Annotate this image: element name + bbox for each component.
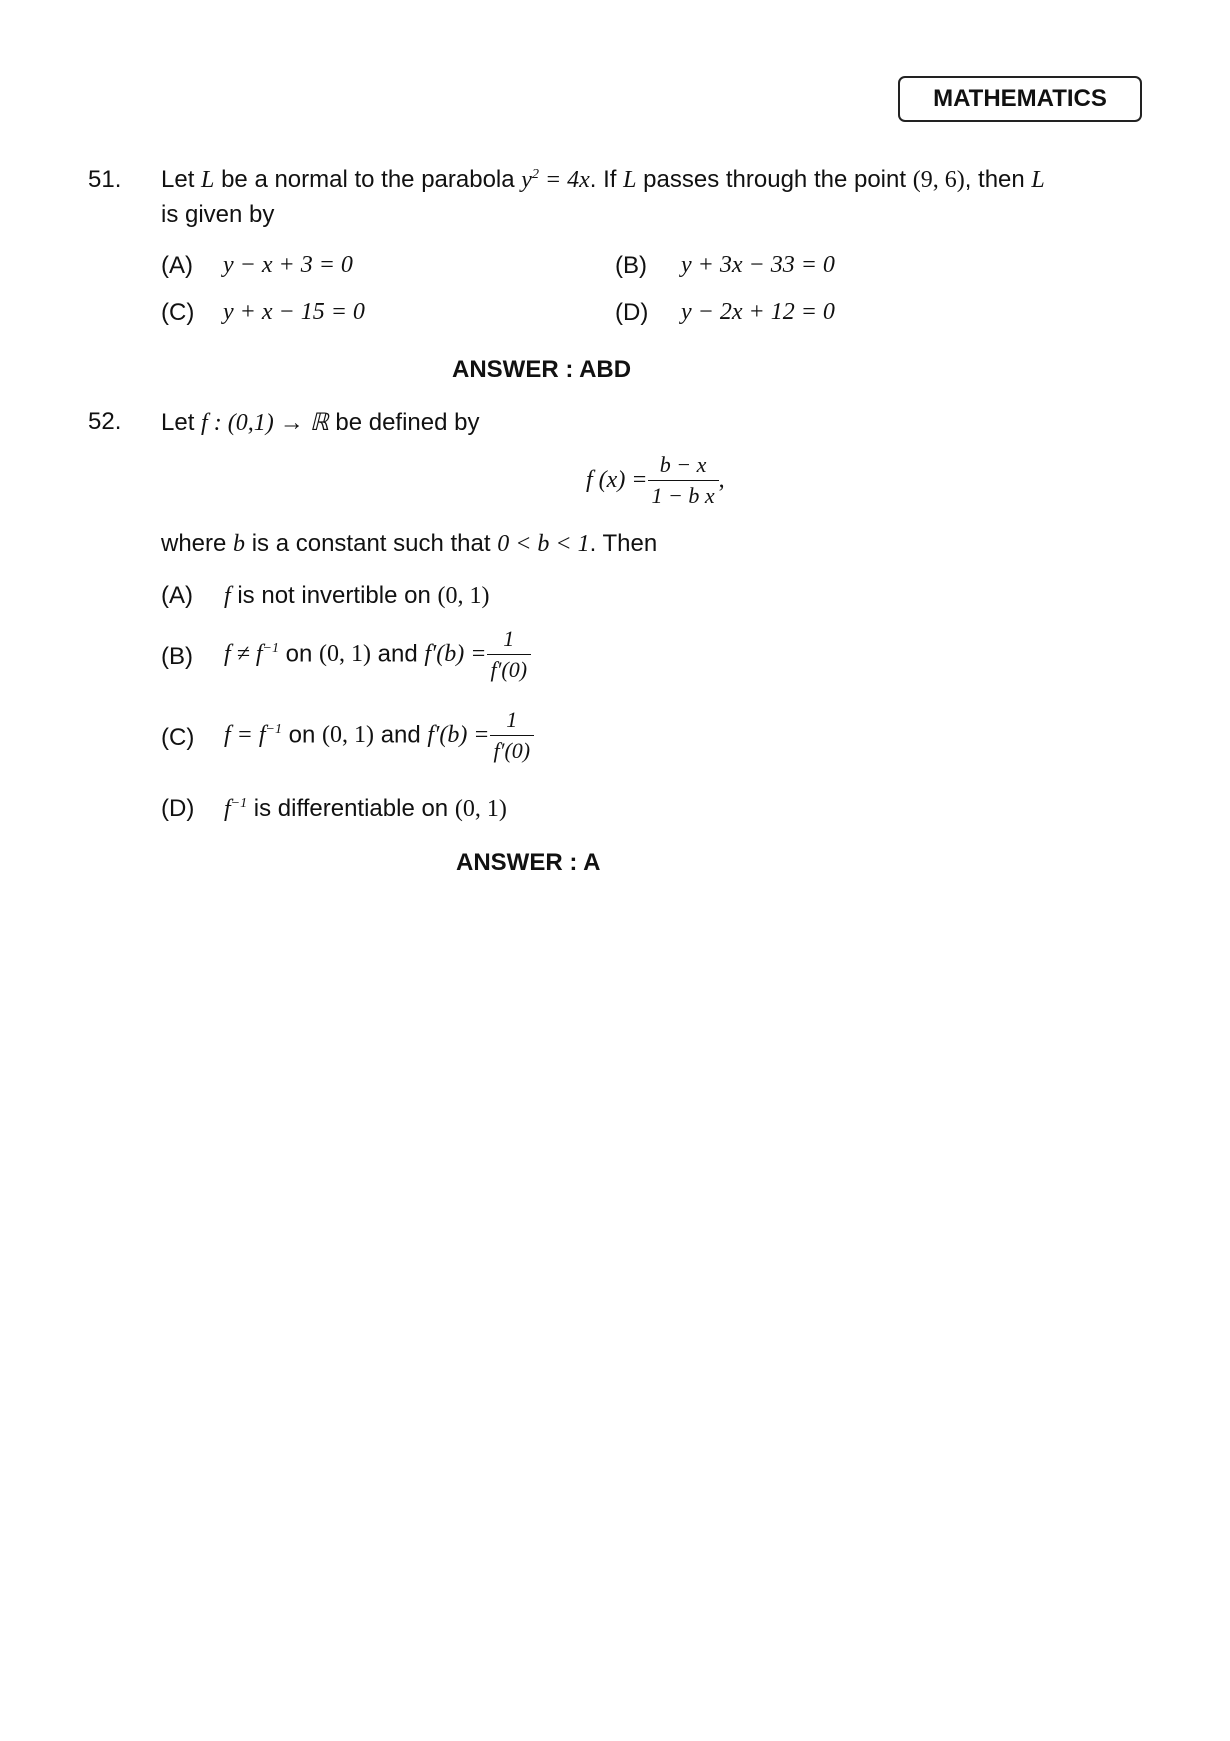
q51-var-L: L xyxy=(201,167,215,193)
q51-option-b-label: (B) xyxy=(615,252,647,279)
q52-where-text: . Then xyxy=(589,530,658,557)
q51-var-L: L xyxy=(623,167,637,193)
q51-stem-text: passes through the point xyxy=(643,166,907,193)
q52-option-c-label: (C) xyxy=(161,724,195,751)
q52-option-a-label: (A) xyxy=(161,582,193,609)
q52-option-a xyxy=(224,582,489,610)
q51-option-b-expr: y + 3x − 33 = 0 xyxy=(681,252,835,278)
q52-option-b-label: (B) xyxy=(161,643,193,670)
q52-stem-text: Let xyxy=(161,409,195,436)
q51-stem-text: . If xyxy=(589,166,617,193)
q52-option-c-on: on xyxy=(288,721,316,749)
q51-stem-text: Let xyxy=(161,166,195,193)
q51-point: (9, 6) xyxy=(912,167,965,193)
q52-option-d xyxy=(224,795,507,823)
q52-function-definition xyxy=(586,450,725,511)
q52-option-c-numerator: 1 xyxy=(490,705,535,736)
q51-stem-line1 xyxy=(161,166,1045,194)
q52-option-b-rel: $f \ne f^{-1}$ xyxy=(224,641,279,667)
q52-option-b xyxy=(224,624,531,685)
q52-option-c-fraction xyxy=(490,705,535,766)
q52-number: 52. xyxy=(88,408,122,435)
q52-option-c-interval: (0, 1) xyxy=(322,722,375,748)
q51-option-d-label: (D) xyxy=(615,299,649,326)
q51-option-d-expr: y − 2x + 12 = 0 xyxy=(681,299,835,325)
q52-option-d-label: (D) xyxy=(161,795,195,822)
q51-number: 51. xyxy=(88,166,122,193)
q52-option-d-interval: (0, 1) xyxy=(454,796,507,822)
q52-option-c-and: and xyxy=(380,721,421,749)
q51-option-c-label: (C) xyxy=(161,299,195,326)
q52-fx-numerator: b − x xyxy=(648,450,719,481)
q52-map: f : (0,1) → ℝ xyxy=(201,410,329,436)
q52-where-text: is a constant such that xyxy=(251,530,491,557)
q52-option-d-f: $f^{-1}$ xyxy=(224,796,248,822)
q51-stem-line2: is given by xyxy=(161,201,275,228)
q52-option-c-lhs: f′(b) = xyxy=(427,722,490,748)
q52-fx-comma: , xyxy=(718,467,725,493)
q51-var-L: L xyxy=(1031,167,1045,193)
q52-option-b-denominator: f′(0) xyxy=(490,657,528,682)
q52-option-c-denominator: f′(0) xyxy=(493,738,531,763)
q52-stem-text: be defined by xyxy=(335,409,480,436)
q52-option-c-rel: $f = f^{-1}$ xyxy=(224,722,282,748)
q52-fx-lhs: f (x) = xyxy=(586,467,648,493)
subject-badge: MATHEMATICS xyxy=(898,76,1142,122)
q52-option-b-on: on xyxy=(285,640,313,668)
q51-option-c-expr: y + x − 15 = 0 xyxy=(223,299,365,325)
q51-answer: ANSWER : ABD xyxy=(452,356,632,383)
q52-option-b-and: and xyxy=(377,640,418,668)
q52-option-b-lhs: f′(b) = xyxy=(424,641,487,667)
q51-option-a-label: (A) xyxy=(161,252,193,279)
q51-stem-text: , then xyxy=(964,166,1025,193)
q52-fx-denominator: 1 − b x xyxy=(651,483,715,508)
q51-stem-text: be a normal to the parabola xyxy=(221,166,515,193)
q52-answer: ANSWER : A xyxy=(456,849,601,876)
q52-option-a-interval: (0, 1) xyxy=(437,583,490,609)
q52-option-a-f: f xyxy=(224,583,231,609)
q52-option-b-numerator: 1 xyxy=(487,624,532,655)
q52-fx-fraction xyxy=(648,450,719,511)
q52-option-b-interval: (0, 1) xyxy=(319,641,371,667)
q52-stem xyxy=(161,408,480,437)
q52-option-b-fraction xyxy=(487,624,532,685)
q52-option-a-text: is not invertible on xyxy=(237,582,431,609)
q52-option-c xyxy=(224,705,534,766)
q51-option-a-expr: y − x + 3 = 0 xyxy=(223,252,353,278)
q51-parabola: $y^2 = 4x$ xyxy=(521,167,590,193)
q52-where-text: where xyxy=(161,530,227,557)
q52-option-d-text: is differentiable on xyxy=(253,795,449,822)
q52-where-line xyxy=(161,530,657,558)
q52-inequality: 0 < b < 1 xyxy=(497,531,590,557)
q52-var-b: b xyxy=(233,531,246,557)
